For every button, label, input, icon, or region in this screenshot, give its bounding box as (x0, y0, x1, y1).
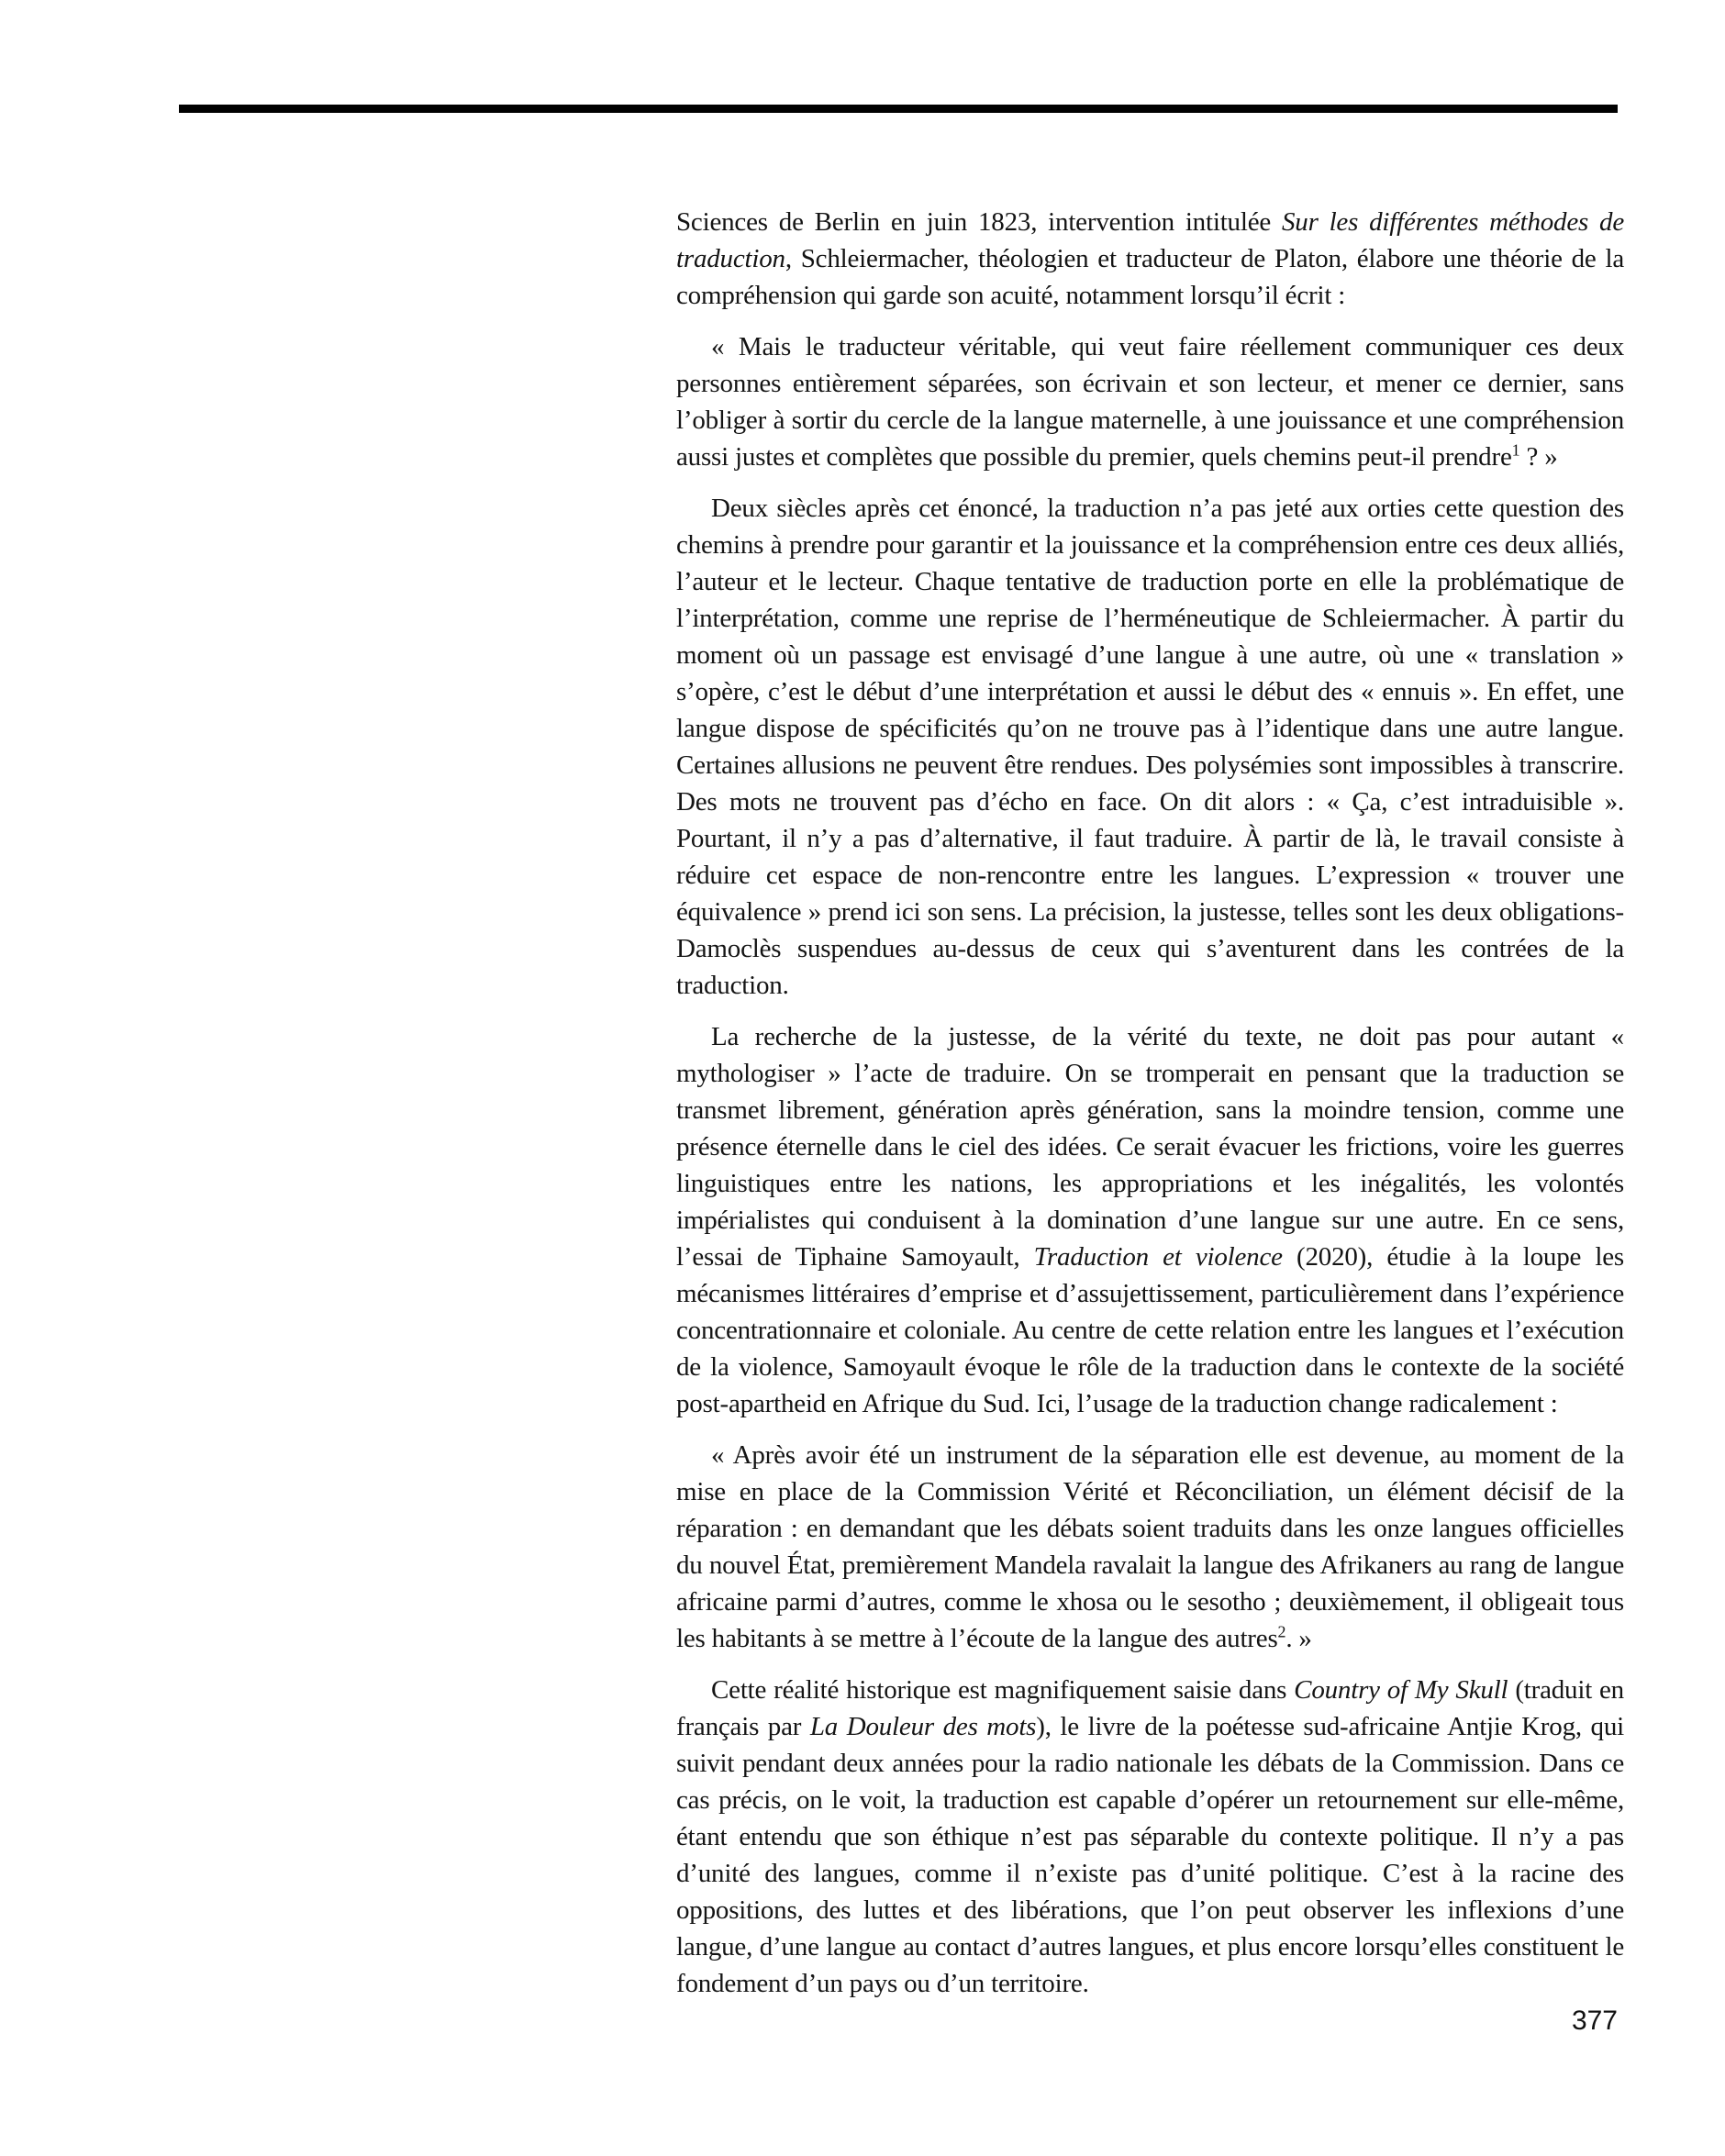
blockquote-samoyault: « Après avoir été un instrument de la séparation elle est devenue, au moment de la mise en place de la Commission Vérité et Réconciliation, un élément décisif de la réparation : en demandant que les débats soient traduits dans les onze langues officielles du nouvel État, premièrement Mandela ravalait la langue des Afrikaners au rang de langue africaine parmi d’autres, comme le xhosa ou le sesotho ; deuxièmement, il obligeait tous les habitants à se mettre à l’écoute de la langue des autres$^2$. » (676, 1440, 1624, 1653)
page-number: 377 (1571, 2006, 1618, 2036)
paragraph-la-recherche: La recherche de la justesse, de la vérité du texte, ne doit pas pour autant « mythologiser » l’acte de traduire. On se tromperait en pensant que la traduction se transmet librement, génération après génération, sans la moindre tension, comme une présence éternelle dans le ciel des idées. Ce serait évacuer les frictions, voire les guerres linguistiques entre les nations, les appropriations et les inégalités, les volontés impérialistes qui conduisent à la domination d’une langue sur une autre. En ce sens, l’essai de Tiphaine Samoyault, Traduction et violence (2020), étudie à la loupe les mécanismes littéraires d’emprise et d’assujettissement, particulièrement dans l’expérience concentrationnaire et coloniale. Au centre de cette relation entre les langues et l’exécution de la violence, Samoyault évoque le rôle de la traduction dans le contexte de la société post-apartheid en Afrique du Sud. Ici, l’usage de la traduction change radicalement : (676, 1022, 1624, 1418)
blockquote-schleiermacher: « Mais le traducteur véritable, qui veut faire réellement communiquer ces deux personnes entièrement séparées, son écrivain et son lecteur, et mener ce dernier, sans l’obliger à sortir du cercle de la langue maternelle, à une jouissance et une compréhension aussi justes et complètes que possible du premier, quels chemins peut-il prendre$^1$ ? » (676, 332, 1624, 472)
top-rule-divider (179, 105, 1618, 113)
paragraph-deux-siecles: Deux siècles après cet énoncé, la traduction n’a pas jeté aux orties cette question des chemins à prendre pour garantir et la jouissance et la compréhension entre ces deux alliés, l’auteur et le lecteur. Chaque tentative de traduction porte en elle la problématique de l’interprétation, comme une reprise de l’herméneutique de Schleiermacher. À partir du moment où un passage est envisagé d’une langue à une autre, où une « translation » s’opère, c’est le début d’une interprétation et aussi le début des « ennuis ». En effet, une langue dispose de spécificités qu’on ne trouve pas à l’identique dans une autre langue. Certaines allusions ne peuvent être rendues. Des polysémies sont impossibles à transcrire. Des mots ne trouvent pas d’écho en face. On dit alors : « Ça, c’est intraduisible ». Pourtant, il n’y a pas d’alternative, il faut traduire. À partir de là, le travail consiste à réduire cet espace de non-rencontre entre les langues. L’expression « trouver une équivalence » prend ici son sens. La précision, la justesse, telles sont les deux obligations-Damoclès suspendues au-dessus de ceux qui s’aventurent dans les contrées de la traduction. (676, 494, 1624, 1000)
paragraph-cette-realite: Cette réalité historique est magnifiquement saisie dans Country of My Skull (traduit en français par La Douleur des mots), le livre de la poétesse sud-africaine Antjie Krog, qui suivit pendant deux années pour la radio nationale les débats de la Commission. Dans ce cas précis, on le voit, la traduction est capable d’opérer un retournement sur elle-même, étant entendu que son éthique n’est pas séparable du contexte politique. Il n’y a pas d’unité des langues, comme il n’existe pas d’unité politique. C’est à la racine des oppositions, des luttes et des libérations, que l’on peut observer les inflexions d’une langue, d’une langue au contact d’autres langues, et plus encore lorsqu’elles constituent le fondement d’un pays ou d’un territoire. (676, 1675, 1624, 1998)
paragraph-intro-schleiermacher: Sciences de Berlin en juin 1823, intervention intitulée Sur les différentes méthodes de traduction, Schleiermacher, théologien et traducteur de Platon, élabore une théorie de la compréhension qui garde son acuité, notamment lorsqu’il écrit : (676, 207, 1624, 310)
text-column (676, 204, 1624, 2002)
